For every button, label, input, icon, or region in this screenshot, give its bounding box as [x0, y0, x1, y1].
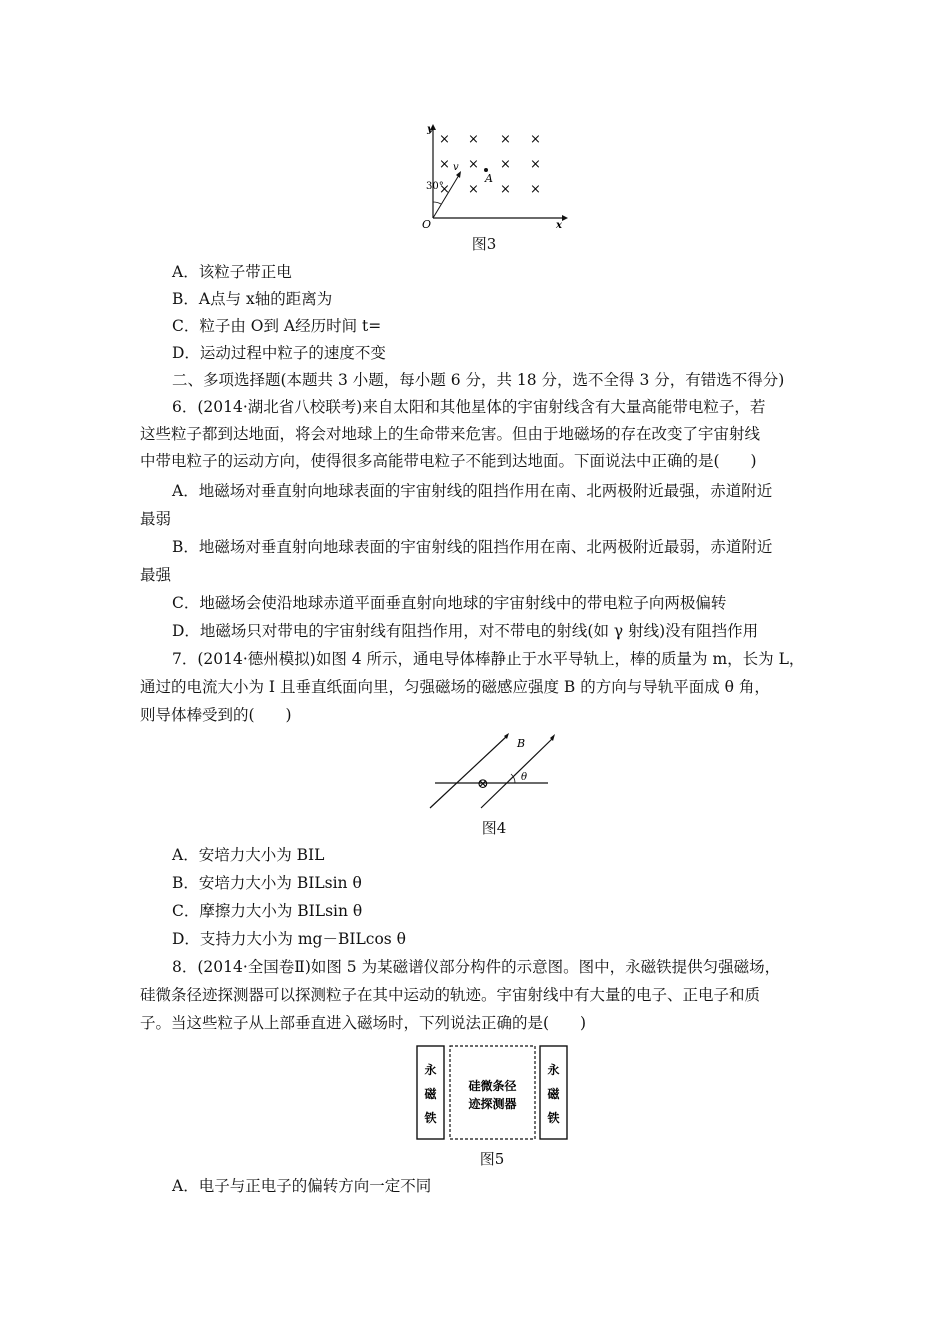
detector-label-1: 硅微条径: [468, 1079, 517, 1093]
figure-3: [412, 122, 572, 230]
figure-3-caption: 图3: [471, 235, 497, 253]
left-magnet-char-1: 永: [424, 1063, 437, 1077]
figure-5: [415, 1044, 570, 1141]
q5-option-b: B．A点与 x轴的距离为: [172, 290, 333, 308]
q7-line-2: 通过的电流大小为 I 且垂直纸面向里，匀强磁场的磁感应强度 B 的方向与导轨平面成 θ 角，: [140, 678, 770, 696]
svg-text:×: ×: [500, 182, 511, 197]
q6-option-b-cont: 最强: [140, 566, 172, 584]
q6-option-c: C．地磁场会使沿地球赤道平面垂直射向地球的宇宙射线中的带电粒子向两极偏转: [172, 594, 727, 612]
q7-line-3: 则导体棒受到的( ): [140, 706, 292, 724]
q7-option-a: A．安培力大小为 BIL: [172, 846, 325, 864]
angle-label: 30°: [426, 181, 444, 192]
left-magnet-char-3: 铁: [424, 1111, 437, 1125]
q6-option-a: A．地磁场对垂直射向地球表面的宇宙射线的阻挡作用在南、北两极附近最强，赤道附近: [172, 482, 773, 500]
field-label-b: B: [517, 737, 526, 750]
angle-theta-label: θ: [521, 772, 528, 783]
q6-line-1: 6．(2014·湖北省八校联考)来自太阳和其他星体的宇宙射线含有大量高能带电粒子，若: [172, 398, 766, 416]
svg-text:×: ×: [530, 157, 541, 172]
q8-option-a: A．电子与正电子的偏转方向一定不同: [172, 1177, 432, 1195]
svg-text:×: ×: [468, 132, 479, 147]
q8-line-3: 子。当这些粒子从上部垂直进入磁场时，下列说法正确的是( ): [140, 1014, 587, 1032]
q5-option-d: D．运动过程中粒子的速度不变: [172, 344, 386, 362]
left-magnet-char-2: 磁: [424, 1087, 437, 1101]
q6-option-d: D．地磁场只对带电的宇宙射线有阻挡作用，对不带电的射线(如 γ 射线)没有阻挡作用: [172, 622, 759, 640]
q6-line-2: 这些粒子都到达地面，将会对地球上的生命带来危害。但由于地磁场的存在改变了宇宙射线: [140, 425, 761, 443]
detector-label-2: 迹探测器: [468, 1097, 517, 1111]
svg-text:×: ×: [468, 182, 479, 197]
q8-line-2: 硅微条径迹探测器可以探测粒子在其中运动的轨迹。宇宙射线中有大量的电子、正电子和质: [140, 986, 761, 1004]
velocity-label: v: [453, 162, 459, 173]
x-axis-label: x: [556, 220, 562, 230]
svg-text:×: ×: [500, 132, 511, 147]
origin-label: O: [422, 218, 432, 230]
figure-4-caption: 图4: [481, 819, 507, 837]
rail-left: [430, 736, 507, 808]
q7-option-d: D．支持力大小为 mg－BILcos θ: [172, 930, 407, 948]
svg-text:×: ×: [500, 157, 511, 172]
right-magnet-char-1: 永: [547, 1063, 560, 1077]
figure-5-caption: 图5: [479, 1150, 505, 1168]
q6-option-a-cont: 最弱: [140, 510, 172, 528]
q7-line-1: 7．(2014·德州模拟)如图 4 所示，通电导体棒静止于水平导轨上，棒的质量为 m，长为 L，: [172, 650, 805, 668]
right-magnet-char-2: 磁: [547, 1087, 560, 1101]
svg-text:×: ×: [530, 182, 541, 197]
q5-option-c: C．粒子由 O到 A经历时间 t=: [172, 317, 382, 335]
q5-option-a: A．该粒子带正电: [172, 263, 292, 281]
svg-text:×: ×: [439, 182, 450, 197]
svg-text:×: ×: [530, 132, 541, 147]
current-symbol: ⊗: [477, 776, 489, 792]
q6-option-b: B．地磁场对垂直射向地球表面的宇宙射线的阻挡作用在南、北两极附近最弱，赤道附近: [172, 538, 773, 556]
y-axis-label: y: [427, 124, 433, 135]
q7-option-c: C．摩擦力大小为 BILsin θ: [172, 902, 363, 920]
right-magnet-char-3: 铁: [547, 1111, 560, 1125]
point-a-label: A: [485, 172, 493, 185]
section-heading: 二、多项选择题(本题共 3 小题，每小题 6 分，共 18 分，选不全得 3 分，有错选不得分): [172, 371, 785, 389]
svg-text:×: ×: [439, 157, 450, 172]
q8-line-1: 8．(2014·全国卷Ⅱ)如图 5 为某磁谱仪部分构件的示意图。图中，永磁铁提供匀强磁场，: [172, 958, 781, 976]
q7-option-b: B．安培力大小为 BILsin θ: [172, 874, 362, 892]
q6-line-3: 中带电粒子的运动方向，使得很多高能带电粒子不能到达地面。下面说法中正确的是( ): [140, 452, 757, 470]
figure-4: [405, 730, 555, 812]
svg-text:×: ×: [468, 157, 479, 172]
svg-text:×: ×: [439, 132, 450, 147]
